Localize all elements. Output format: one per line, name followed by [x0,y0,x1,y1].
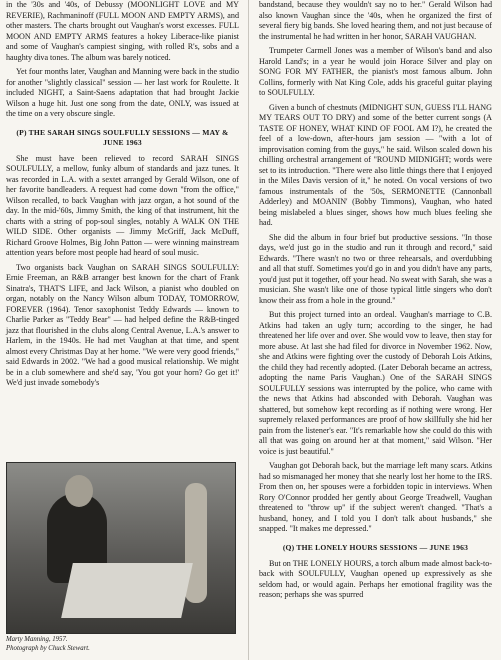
left-paragraph-2: Yet four months later, Vaughan and Manning were back in the studio for another "slightly classical" session — her last work for Roulette. It included NIGHT, a Saint-Saens adaptation that had brought Jackie Wilson a huge hit. Just one song from the date, ONLY, was issued at the time on a very obscure single. [6,67,239,118]
left-column [6,0,239,393]
caption-title: Marty Manning, 1957. [6,636,68,643]
left-paragraph-4: Two organists back Vaughan on SARAH SINGS SOULFULLY: Ernie Freeman, an R&B arranger best known for the chart of Frank Sinatra's, THAT'S LIFE, and Jack Wilson, a pianist who doubled on organ, notably on the Nancy Wilson album TODAY, TOMORROW, FOREVER (1964). Tenor saxophonist Teddy Edwards — known to Charlie Parker as "Teddy Bear" — had helped define the R&B-tinged jazz that flourished in the clubs along Central Avenue, L.A.'s answer to Harlem, in the 1940s. He had met Vaughan at that time, and spent almost every Christmas Day at her home. "We were very good friends," said Edwards in 2002. "We had a good musical relationship. We might be in a club somewhere and she'd say, 'You got your horn? Go get it!' We'd just invade somebody's [6,262,239,387]
section-heading-p: (P) THE SARAH SINGS SOULFULLY SESSIONS — MAY & JUNE 1963 [16,127,229,147]
right-paragraph-3: Given a bunch of chestnuts (MIDNIGHT SUN, GUESS I'LL HANG MY TEARS OUT TO DRY) and some of the better current songs (A TASTE OF HONEY, WHAT KIND OF FOOL AM I?), he created the feel of a low-down, after-hours jam session — "with a lot of improvisation coming from the guys," he said. Wilson scaled down his chilling orchestral arrangement of "ROUND MIDNIGHT; words were set to its introduction. "There were also little things there that I enjoyed in the Miles Davis version of it," he noted. On vocal versions of two famous instrumentals of the '50s, SERMONETTE (Cannonball Adderley) and MOANIN' (Bobby Timmons), Vaughan, who hated being mislabeled a blues singer, shows how much blues feeling she had. [259,102,492,227]
photo-caption [6,636,234,653]
right-paragraph-1: bandstand, because they wouldn't say no to her." Gerald Wilson had also known Vaughan since the '40s, when he organized the first of several fiery big bands. She loved hearing them, and not just because of the instrumental he had written in her honor, SARAH VAUGHAN. [259,0,492,41]
sheet-music [61,563,193,618]
right-paragraph-6: Vaughan got Deborah back, but the marriage left many scars. Atkins had so mismanaged her money that she nearly lost her home to the IRS. From then on, her spouses were a forbidden topic in interviews. When Rory O'Connor prodded her gently about George Treadwell, Vaughan threatened to "throw up" if the subject weren't changed. "That's a husband, honey, and I told you I don't talk about husbands," she snapped. "It makes me depressed." [259,461,492,533]
session-photo [6,462,236,634]
right-paragraph-2: Trumpeter Carmell Jones was a member of Wilson's band and also Harold Land's; in a year he would join Horace Silver and play on SONG FOR MY FATHER, the pianist's most famous album. John Collins, formerly with Nat King Cole, adds his graceful guitar playing to SOULFULLY. [259,46,492,97]
section-heading-q: (Q) THE LONELY HOURS SESSIONS — JUNE 1963 [282,542,469,552]
right-paragraph-4: She did the album in four brief but productive sessions. "In those days, we'd just go in the studio and run it through and record," said Edwards. "There wasn't no two or three rehearsals, and overdubbing and all that stuff. Sometimes you'd go in and you didn't have any parts, you'd just put it together, off your head. No sweat with Sarah, she was a musician. She wasn't like one of those typical little singers who don't know their ass from a hole in the ground." [259,232,492,305]
right-paragraph-7: But on THE LONELY HOURS, a torch album made almost back-to-back with SOULFULLY, Vaughan opened up expressively as she seldom had, or would again. Perhaps her emotional fragility was the reason; perhaps she was spurred [259,558,492,599]
caption-credit: Photograph by Chuck Stewart. [6,644,90,652]
column-divider [248,0,249,660]
left-paragraph-3: She must have been relieved to record SARAH SINGS SOULFULLY, a mellow, funky album of standards and jazz tunes. It was recorded in L.A. with a sextet arranged by Gerald Wilson, one of her favorite bandleaders. A request had come down "from the office," Wilson recalled, to back Vaughan with jazz organ, a hot sound of the day. In the mid-'60s, Jimmy Smith, the king of that instrument, hit the charts with a string of pop-soul singles, notably A WALK ON THE WILD SIDE. Other organists — Jimmy McGriff, Jack McDuff, Richard Groove Holmes, Big John Patton — were winning mainstream attention years before most people had heard of soul music. [6,153,239,257]
instrument-shape [185,483,207,603]
right-paragraph-5: But this project turned into an ordeal. Vaughan's marriage to C.B. Atkins had taken an ugly turn; according to the singer, he had threatened her life over and over. She would vow to leave, then stay for more abuse. At last she had filed for divorce in November 1962. Now, she and Atkins were fighting over the custody of Deborah Lois Atkins, the child they had recently adopted. (Later Deborah became an actress, adopting the name Paris Vaughan.) One of the SARAH SINGS SOULFULLY sessions was interrupted by the police, who came with the news that Atkins had absconded with Deborah. Vaughan was shattered, but somehow kept recording as if nothing were wrong. Her supremely relaxed performances are proof of how skillfully she hid her pain from the listener's ear. "It's remarkable how she could do this with all that was going on around her at that moment," said Wilson. "Her voice is just beautiful." [259,310,492,456]
left-paragraph-1: in the '30s and '40s, of Debussy (MOONLIGHT LOVE and MY REVERIE), Rachmaninoff (FULL MOON AND EMPTY ARMS), and other masters. The charts brought out Vaughan's worst excesses. FULL MOON AND EMPTY ARMS features a hokey Liberace-like pianist and some of Vaughan's campiest singing, with rolled R's, sobs and a haughty diva tones. The album was barely noticed. [6,0,239,62]
person-head [65,475,93,507]
right-column [259,0,492,605]
